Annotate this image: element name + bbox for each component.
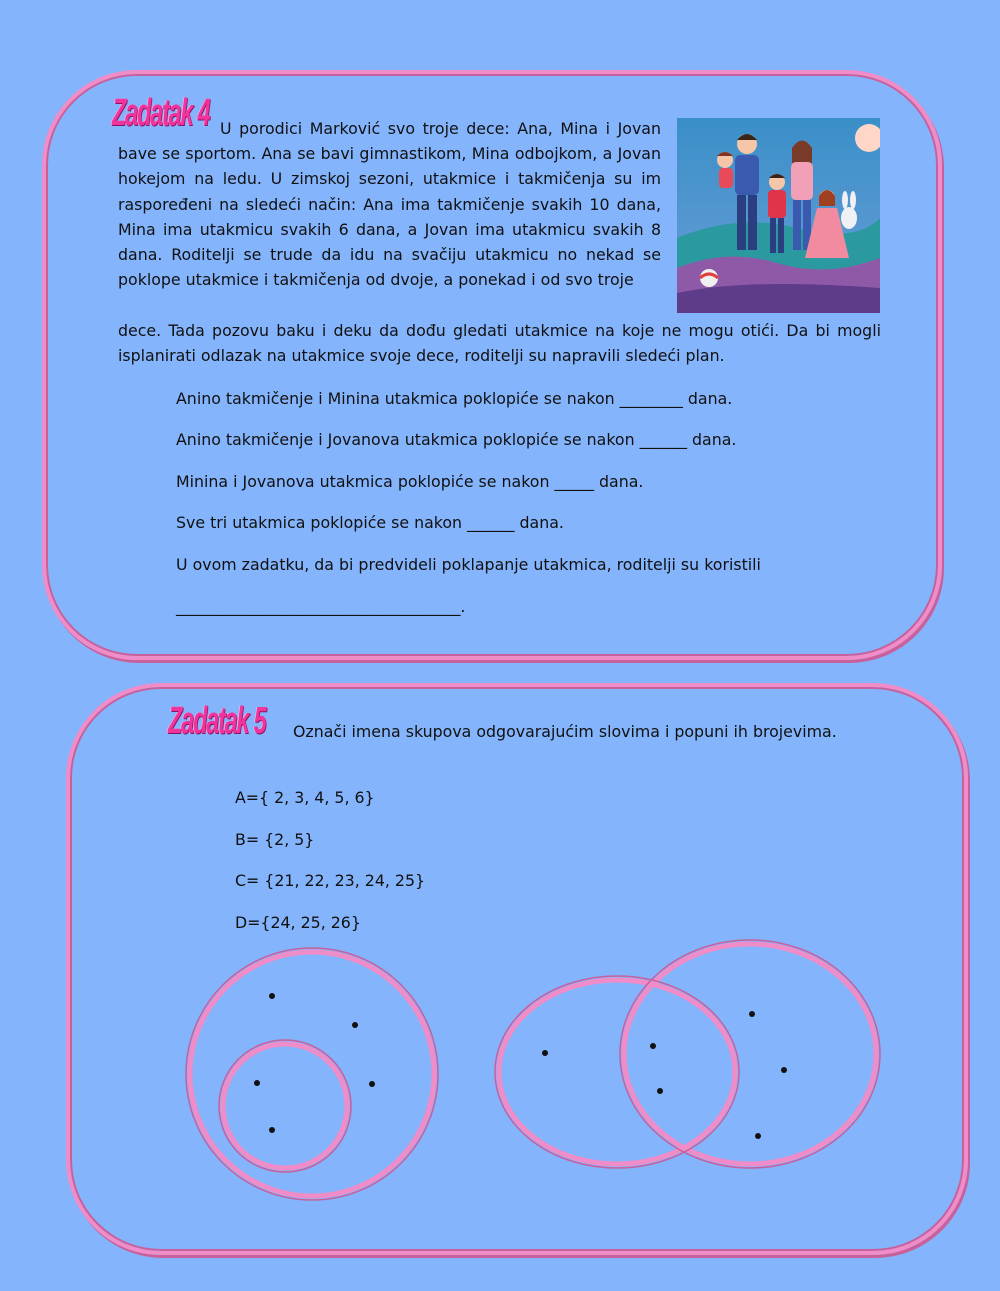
set-a: A={ 2, 3, 4, 5, 6} xyxy=(235,788,375,807)
task4-title: Zadatak 4 xyxy=(112,92,210,134)
question-all-three: Sve tri utakmica poklopiće se nakon ______ dana. xyxy=(176,513,564,532)
set-d: D={24, 25, 26} xyxy=(235,913,361,932)
answer-blank-line[interactable]: ____________________________________. xyxy=(176,597,466,616)
question-ana-jovan: Anino takmičenje i Jovanova utakmica poklopiće se nakon ______ dana. xyxy=(176,430,737,449)
family-illustration xyxy=(677,118,880,313)
task4-intro-wrapped: U porodici Marković svo troje dece: Ana, Mina i Jovan bave se sportom. Ana se bavi gimnastikom, Mina odbojkom, a Jovan hokejom na ledu. U zimskoj sezoni, utakmice i takmičenja su im raspoređeni na sledeći način: Ana ima takmičenje svakih 10 dana, Mina ima utakmicu svakih 6 dana, a Jovan ima utakmicu svakih 8 dana. Roditelji se trude da idu na svačiju utakmicu no nekad se poklope utakmice i takmičenja od dvoje, a ponekad i od svo troje xyxy=(118,119,661,290)
set-b: B= {2, 5} xyxy=(235,830,315,849)
task5-instruction: Označi imena skupova odgovarajućim slovima i popuni ih brojevima. xyxy=(293,722,837,741)
task5-title: Zadatak 5 xyxy=(168,700,266,742)
question-ana-mina: Anino takmičenje i Minina utakmica poklopiće se nakon ________ dana. xyxy=(176,389,733,408)
set-c: C= {21, 22, 23, 24, 25} xyxy=(235,871,426,890)
question-mina-jovan: Minina i Jovanova utakmica poklopiće se nakon _____ dana. xyxy=(176,472,644,491)
task4-intro-full: dece. Tada pozovu baku i deku da dođu gledati utakmice na koje ne mogu otići. Da bi mogli isplanirati odlazak na utakmice svoje dece, roditelji su napravili sledeći plan. xyxy=(118,321,881,366)
task5-frame xyxy=(66,683,968,1255)
question-method: U ovom zadatku, da bi predvideli poklapanje utakmica, roditelji su koristili xyxy=(176,555,761,574)
